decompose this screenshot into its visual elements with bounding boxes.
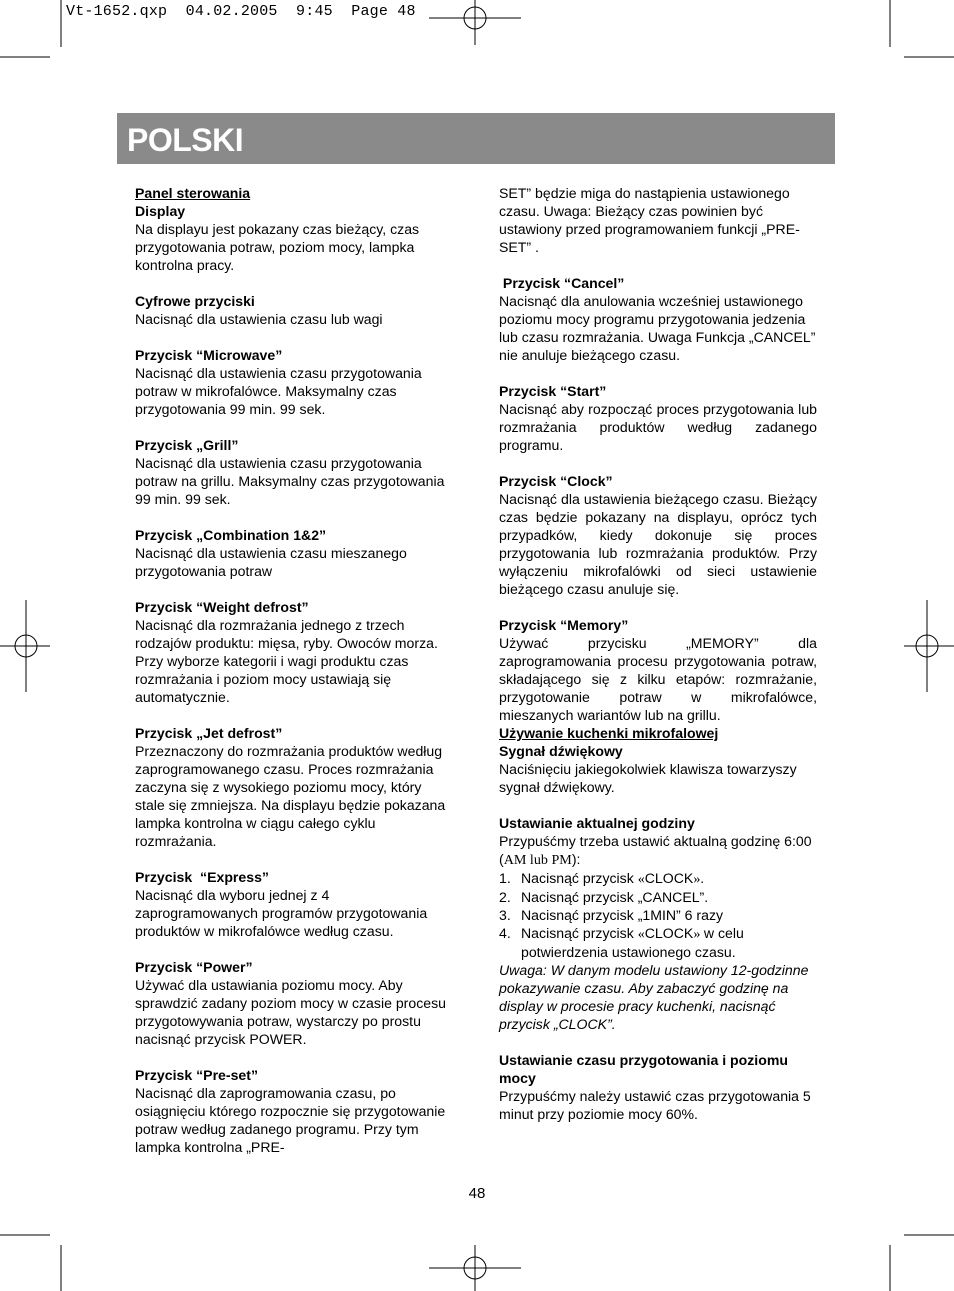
section-text: Nacisnąć dla ustawienia czasu przygotowania potraw na grillu. Maksymalny czas przygotowania 99 min. 99 sek. xyxy=(135,455,445,507)
section-title: Przycisk “Express” xyxy=(135,869,269,885)
section-jet-defrost-button xyxy=(135,724,453,850)
file-slug: Vt-1652.qxp 04.02.2005 9:45 Page 48 xyxy=(66,3,416,20)
step-text-end: w celu potwierdzenia ustawionego czasu. xyxy=(521,925,744,960)
section-time-setting xyxy=(499,814,817,1033)
left-column xyxy=(135,184,453,1156)
section-text: Nacisnąć dla zaprogramowania czasu, po osiągnięciu którego rozpocznie się przygotowanie potraw według zadanego programu. Przy tym lampka kontrolna „PRE- xyxy=(135,1085,446,1155)
section-text: Używać przycisku „MEMORY” dla zaprogramowania procesu przygotowania potraw, składającego się z kilku etapów: rozmrażanie, przygotowanie potraw w mikrofalówce, mieszanych wariantów lub na grillu. xyxy=(499,635,817,723)
section-start-button xyxy=(499,382,817,454)
section-power-button xyxy=(135,958,453,1048)
section-text: Naciśnięciu jakiegokolwiek klawisza towarzyszy sygnał dźwiękowy. xyxy=(499,761,797,795)
banner-title: POLSKI xyxy=(127,122,244,158)
section-title: Przycisk “Power” xyxy=(135,959,253,975)
step-quote: « xyxy=(637,926,645,942)
section-memory-button xyxy=(499,616,817,724)
language-banner xyxy=(117,113,835,164)
step-number: 1. xyxy=(499,870,511,886)
section-cancel-button xyxy=(499,274,817,364)
step-number: 2. xyxy=(499,889,511,905)
intro-am-pm: AM lub PM xyxy=(503,852,572,868)
section-text: Nacisnąć dla ustawienia bieżącego czasu. Bieżący czas będzie pokazany na displayu, oprócz tych przypadków, kiedy dokonuje się proces przygotowania lub rozmrażania produktów. Przy wyłączeniu mikrofalówki od sieci ustawienie bieżącego czasu anuluje się. xyxy=(499,491,817,597)
step-quote: ». xyxy=(693,871,704,887)
section-title: Przycisk “Memory” xyxy=(499,617,629,633)
section-grill-button xyxy=(135,436,453,508)
step-text: Nacisnąć przycisk xyxy=(521,870,638,886)
section-title: Przycisk „Combination 1&2” xyxy=(135,527,327,543)
section-digit-buttons xyxy=(135,292,453,328)
section-microwave-button xyxy=(135,346,453,418)
panel-title: Panel sterowania xyxy=(135,185,251,201)
section-express-button xyxy=(135,868,453,940)
section-intro xyxy=(499,832,817,869)
list-item xyxy=(499,869,817,888)
list-item xyxy=(499,906,817,924)
right-column xyxy=(499,184,817,1123)
section-title: Przycisk “Pre-set” xyxy=(135,1067,258,1083)
section-title: Sygnał dźwiękowy xyxy=(499,743,623,759)
section-weight-defrost-button xyxy=(135,598,453,706)
section-title: Przycisk „Jet defrost” xyxy=(135,725,283,741)
list-item xyxy=(499,924,817,961)
step-text: Nacisnąć przycisk xyxy=(521,925,638,941)
intro-end: ): xyxy=(571,851,581,867)
section-title: Ustawianie czasu przygotowania i poziomu mocy xyxy=(499,1052,788,1086)
section-preset-button xyxy=(135,1066,453,1156)
section-text: Nacisnąć dla ustawienia czasu lub wagi xyxy=(135,311,383,327)
section-cook-setting xyxy=(499,1051,817,1123)
section-text: SET” będzie miga do nastąpienia ustawionego czasu. Uwaga: Bieżący czas powinien być ustawiony przed programowaniem funkcji „PRE-SET” . xyxy=(499,185,800,255)
section-clock-button xyxy=(499,472,817,598)
list-item xyxy=(499,888,817,906)
section-title: Cyfrowe przyciski xyxy=(135,293,255,309)
section-text: Przeznaczony do rozmrażania produktów według zaprogramowanego czasu. Proces rozmrażania zaczyna się z wysokiego poziomu mocy, który stale się zmniejsza. Na displayu będzie pokazana lampka kontrolna w ciągu całego cyklu rozmrażania. xyxy=(135,743,446,849)
section-title: Ustawianie aktualnej godziny xyxy=(499,815,695,831)
page-number: 48 xyxy=(468,1185,486,1202)
section-text: Nacisnąć dla anulowania wcześniej ustawionego poziomu mocy programu przygotowania jedzenia lub czasu rozmrażania. Uwaga Funkcja „CANCEL” nie anuluje bieżącego czasu. xyxy=(499,293,816,363)
section-text: Nacisnąć dla ustawienia czasu mieszanego przygotowania potraw xyxy=(135,545,407,579)
usage-title: Używanie kuchenki mikrofalowej xyxy=(499,725,719,741)
section-title: Przycisk “Microwave” xyxy=(135,347,283,363)
step-text: Nacisnąć przycisk „1MIN” 6 razy xyxy=(521,907,724,923)
section-text: Używać dla ustawiania poziomu mocy. Aby sprawdzić zadany poziom mocy w czasie procesu przygotowywania potraw, wystarczy po prostu nacisnąć przycisk POWER. xyxy=(135,977,446,1047)
section-text: Nacisnąć dla wyboru jednej z 4 zaprogramowanych programów przygotowania produktów w mikrofalówce według czasu. xyxy=(135,887,428,939)
note-text: Uwaga: W danym modelu ustawiony 12-godzinne pokazywanie czasu. Aby zabaczyć godzinę na display w procesie pracy kuchenki, nacisnąć przycisk „CLOCK”. xyxy=(499,962,809,1032)
step-text: Nacisnąć przycisk „CANCEL”. xyxy=(521,889,709,905)
intro-text: Przypuśćmy trzeba ustawić aktualną godzinę 6:00 ( xyxy=(499,833,812,867)
step-quote: « xyxy=(637,871,645,887)
step-quote: » xyxy=(693,926,704,942)
section-title: Przycisk “Cancel” xyxy=(499,275,625,291)
section-sound-signal xyxy=(499,742,817,796)
section-text: Na displayu jest pokazany czas bieżący, czas przygotowania potraw, poziom mocy, lampka kontrolna pracy. xyxy=(135,221,420,273)
section-text: Nacisnąć dla rozmrażania jednego z trzech rodzajów produktu: mięsa, ryby. Owoców morza. Przy wyborze kategorii i wagi produktu czas rozmrażania i poziom mocy ustawiają się automatycznie. xyxy=(135,617,438,705)
step-key: CLOCK xyxy=(644,925,694,941)
section-display xyxy=(135,202,453,274)
step-key: CLOCK xyxy=(644,870,694,886)
section-text: Nacisnąć aby rozpocząć proces przygotowania lub rozmrażania produktów według zadanego programu. xyxy=(499,401,817,453)
steps-list xyxy=(499,869,817,961)
section-combination-button xyxy=(135,526,453,580)
section-title: Przycisk “Start” xyxy=(499,383,607,399)
section-title: Przycisk “Clock” xyxy=(499,473,613,489)
section-title: Display xyxy=(135,203,186,219)
section-title: Przycisk „Grill” xyxy=(135,437,239,453)
step-number: 4. xyxy=(499,925,511,941)
section-preset-continued xyxy=(499,184,817,256)
section-text: Przypuśćmy należy ustawić czas przygotowania 5 minut przy poziomie mocy 60%. xyxy=(499,1088,811,1122)
section-text: Nacisnąć dla ustawienia czasu przygotowania potraw w mikrofalówce. Maksymalny czas przygotowania 99 min. 99 sek. xyxy=(135,365,422,417)
section-title: Przycisk “Weight defrost” xyxy=(135,599,309,615)
step-number: 3. xyxy=(499,907,511,923)
